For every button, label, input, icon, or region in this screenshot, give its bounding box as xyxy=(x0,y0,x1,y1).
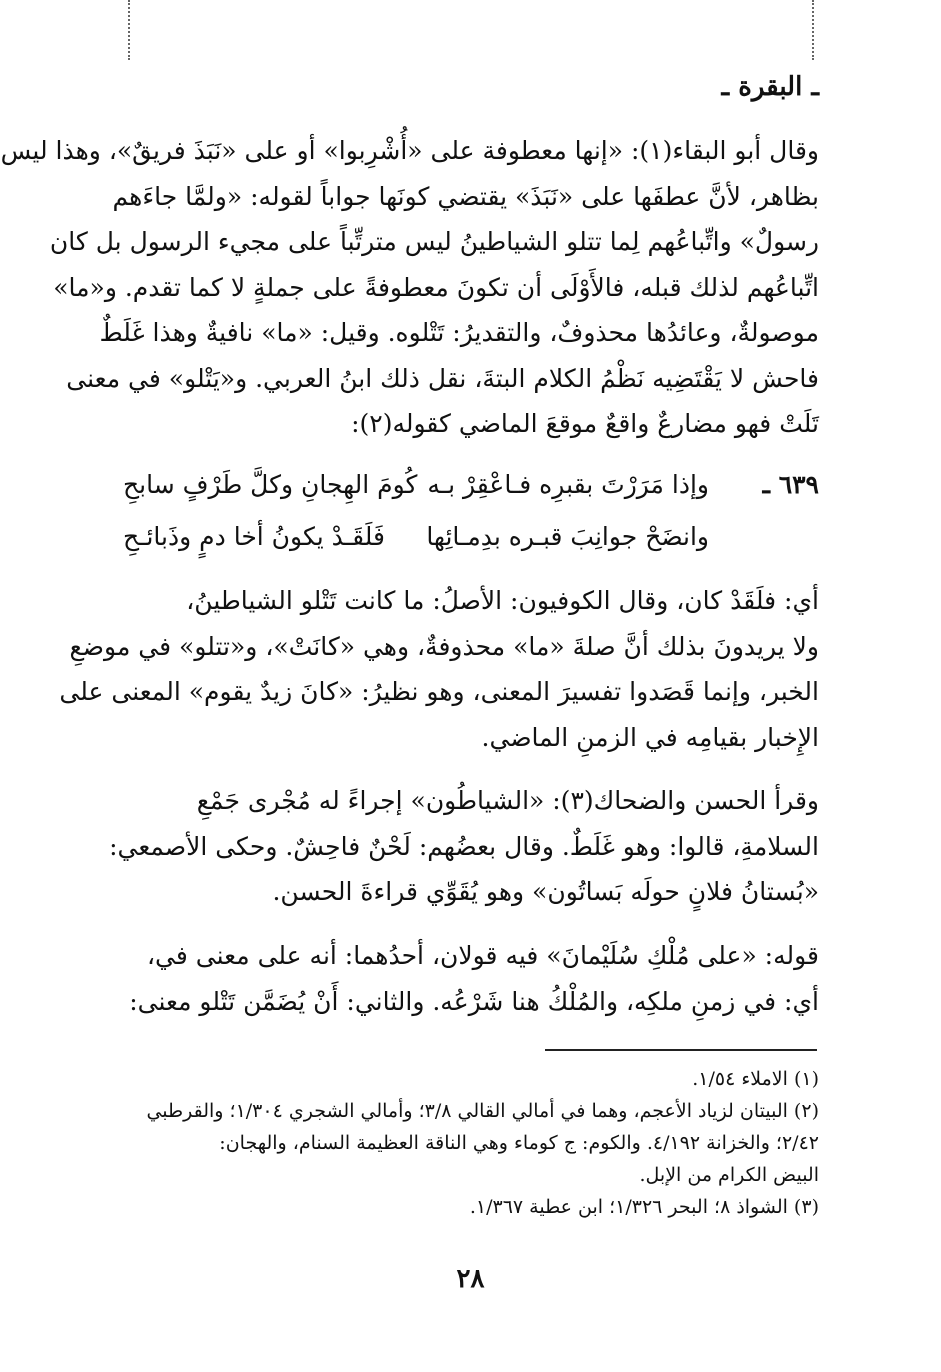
verse-number: ٦٣٩ ـ xyxy=(762,470,819,499)
footnote-line: ٢/٤٢؛ والخزانة ٤/١٩٢. والكوم: ج كوماء وهي الناقة العظيمة السنام، والهجان: xyxy=(219,1132,819,1154)
text-line: أي: في زمنِ ملكِه، والمُلْكُ هنا شَرْعُه. والثاني: أَنْ يُضَمَّن تَتْلو معنى: xyxy=(129,986,819,1016)
verse-hemistich-1b: كُومَ الهِجانِ وكلَّ طَرْفٍ سابحِ xyxy=(123,470,418,499)
text-line: قوله: «على مُلْكِ سُلَيْمانَ» فيه قولان، أحدُهما: أنه على معنى في، xyxy=(146,941,819,970)
footnote-divider xyxy=(545,1049,817,1051)
paragraph-3 xyxy=(109,778,819,915)
page-number: ٢٨ xyxy=(456,1264,485,1294)
verse-hemistich-1a: وإذا مَرَرْتَ بقبرِه فـاعْقِرْ بـه xyxy=(427,470,709,499)
paragraph-1 xyxy=(0,128,819,447)
scan-dots-right xyxy=(812,0,814,60)
text-line: السلامةِ، قالوا: وهو غَلَطٌ. وقال بعضُهم: لَحْنٌ فاحِشٌ. وحكى الأصمعي: xyxy=(109,831,819,861)
footnote-line: البيض الكرام من الإبل. xyxy=(639,1164,819,1186)
text-line: تَلَتْ فهو مضارعٌ واقعٌ موقعَ الماضي كقوله(٢): xyxy=(351,409,819,438)
text-line: بظاهر، لأنَّ عطفَها على «نَبَذَ» يقتضي كونَها جواباً لقوله: «ولمَّا جاءَهم xyxy=(112,181,819,211)
footnote-line: (٣) الشواذ ٨؛ البحر ١/٣٢٦؛ ابن عطية ١/٣٦٧. xyxy=(469,1196,819,1218)
verse-hemistich-2a: وانضَحْ جوانِبَ قبـره بدِمـائِها xyxy=(426,522,709,551)
scan-dots-left xyxy=(128,0,130,60)
text-line: وقرأ الحسن والضحاك(٣): «الشياطُون» إجراءً له مُجْرى جَمْعِ xyxy=(196,786,819,815)
running-header: ـ البقرة ـ xyxy=(721,72,819,102)
footnote-line: (١) الاملاء ١/٥٤. xyxy=(692,1068,819,1090)
text-line: موصولةٌ، وعائدُها محذوفٌ، والتقديرُ: تَتْلوه. وقيل: «ما» نافيةٌ وهذا غَلَطٌ xyxy=(99,318,819,347)
verse-line-1 xyxy=(123,470,819,522)
text-line: رسولٌ» واتِّباعُهم لِما تتلو الشياطينُ ليس مترتِّباً على مجيء الرسول بل كان xyxy=(49,227,819,256)
text-line: أي: فلَقَدْ كان، وقال الكوفيون: الأصلُ: ما كانت تَتْلو الشياطينُ، xyxy=(186,586,819,615)
paragraph-4 xyxy=(123,933,819,1024)
text-line: «بُستانُ فلانٍ حولَه بَساتُون» وهو يُقَوِّي قراءةَ الحسن. xyxy=(272,877,819,906)
text-line: اتِّباعُهم لذلك قبله، فالأَوْلَى أن تكونَ معطوفةً على جملةٍ لا كما تقدم. و«ما» xyxy=(53,272,819,302)
text-line: الخبر، وإنما قَصَدوا تفسيرَ المعنى، وهو نظيرُ: «كانَ زيدٌ يقوم» المعنى على xyxy=(59,677,819,706)
text-line: وقال أبو البقاء(١): «إنها معطوفة على «أُشْرِبوا» أو على «نَبَذَ فريقٌ»، وهذا ليس xyxy=(0,136,819,165)
verse-line-2 xyxy=(123,522,819,574)
footnote-line: (٢) البيتان لزياد الأعجم، وهما في أمالي القالي ٣/٨؛ وأمالي الشجري ١/٣٠٤؛ والقرطبي xyxy=(146,1100,819,1122)
text-line: الإِخبار بقيامِه في الزمنِ الماضي. xyxy=(481,722,819,752)
text-line: فاحش لا يَقْتَضِيه نَظْمُ الكلام البتةَ، نقل ذلك ابنُ العربي. و«يَتْلو» في معنى xyxy=(66,363,819,393)
paragraph-2 xyxy=(59,578,819,760)
verse-hemistich-2b: فَلَقَـدْ يكونُ أخا دمٍ وذَبائـحِ xyxy=(123,522,385,551)
text-line: ولا يريدونَ بذلك أنَّ صلةَ «ما» محذوفةٌ، وهي «كانَتْ»، و«تتلو» في موضعِ xyxy=(69,631,819,661)
poetry-verse xyxy=(123,470,819,574)
footnotes xyxy=(123,1063,819,1223)
